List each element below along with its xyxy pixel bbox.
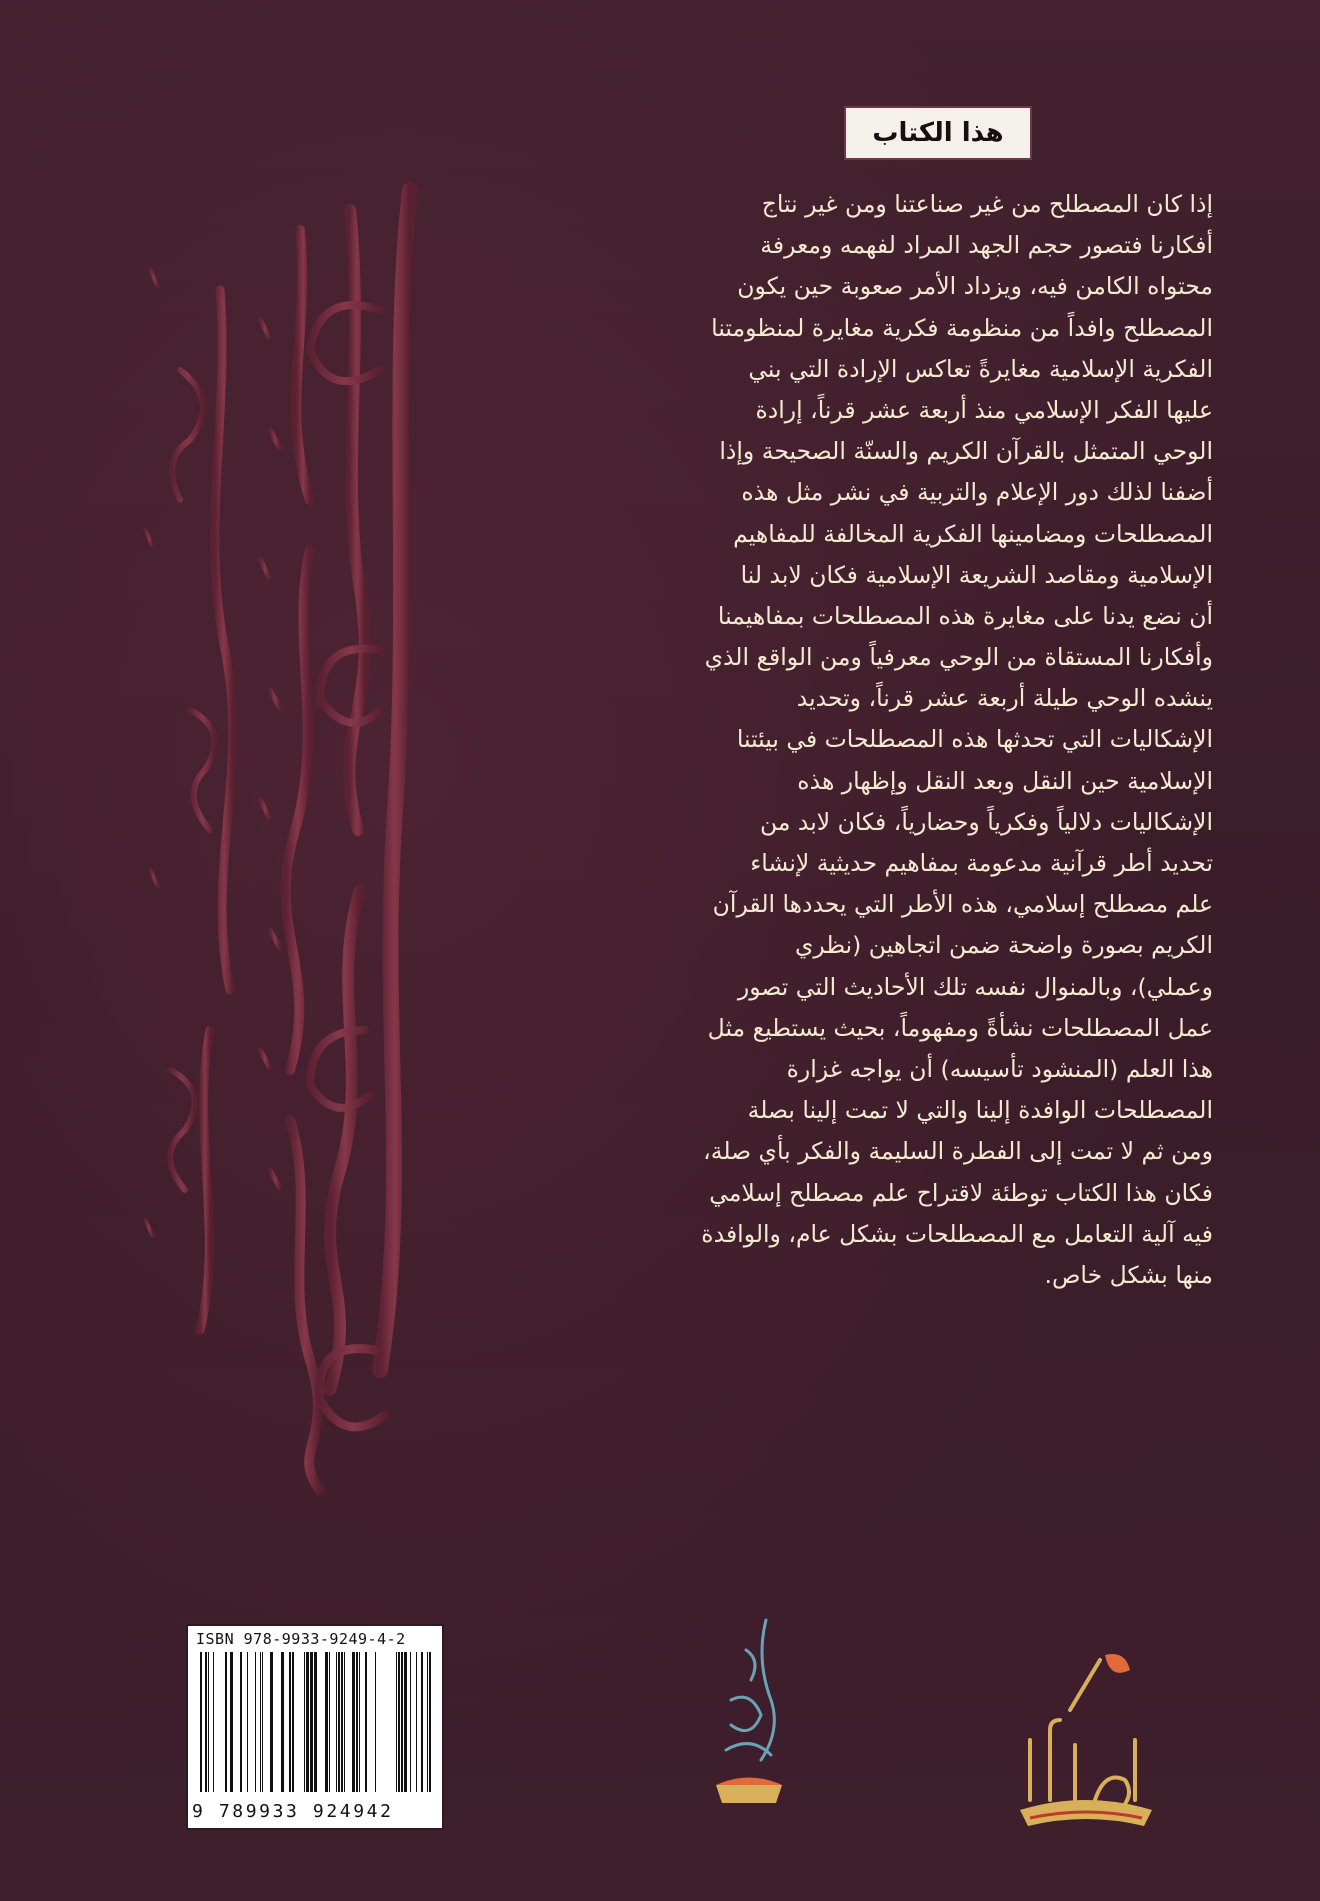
publisher-logo-left <box>706 1610 792 1820</box>
blurb-line: الإشكاليات دلالياً وفكرياً وحضارياً، فكان لابد من <box>759 807 1213 836</box>
blurb-line: ومن ثم لا تمت إلى الفطرة السليمة والفكر بأي صلة، <box>703 1137 1213 1166</box>
blurb-line: عليها الفكر الإسلامي منذ أربعة عشر قرناً، إرادة <box>755 395 1213 424</box>
blurb-line: أضفنا لذلك دور الإعلام والتربية في نشر مثل هذه <box>741 478 1213 507</box>
blurb-line: الكريم بصورة واضحة ضمن اتجاهين (نظري <box>794 931 1213 960</box>
blurb-line: الإسلامية ومقاصد الشريعة الإسلامية فكان لابد لنا <box>740 560 1213 589</box>
blurb-line: المصطلحات ومضامينها الفكرية المخالفة للمفاهيم <box>733 519 1213 548</box>
blurb-line: منها بشكل خاص. <box>1044 1260 1213 1289</box>
calligraphy-title-artwork <box>110 170 440 1500</box>
blurb-line: وعملي)، وبالمنوال نفسه تلك الأحاديث التي تصور <box>737 972 1213 1001</box>
blurb-line: الوحي المتمثل بالقرآن الكريم والسنّة الصحيحة وإذا <box>719 437 1213 466</box>
blurb-line: عمل المصطلحات نشأةً ومفهوماً، بحيث يستطيع مثل <box>707 1013 1213 1042</box>
blurb-line: الفكرية الإسلامية مغايرةً تعاكس الإرادة التي بني <box>748 354 1213 383</box>
blurb-line: المصطلح وافداً من منظومة فكرية مغايرة لمنظومتنا <box>711 313 1213 342</box>
section-heading: هذا الكتاب <box>844 106 1032 160</box>
barcode-bars <box>198 1652 432 1792</box>
blurb-line: هذا العلم (المنشود تأسيسه) أن يواجه غزارة <box>786 1054 1213 1083</box>
blurb-line: أفكارنا فتصور حجم الجهد المراد لفهمه ومعرفة <box>760 231 1213 260</box>
blurb-line: إذا كان المصطلح من غير صناعتنا ومن غير نتاج <box>761 190 1213 218</box>
blurb-line: الإشكاليات التي تحدثها هذه المصطلحات في بيئتنا <box>736 725 1213 754</box>
blurb-line: علم مصطلح إسلامي، هذه الأطر التي يحددها القرآن <box>712 890 1213 919</box>
blurb-line: فيه آلية التعامل مع المصطلحات بشكل عام، والوافدة <box>701 1219 1213 1248</box>
isbn-barcode <box>186 1624 444 1830</box>
blurb-line: فكان هذا الكتاب توطئة لاقتراح علم مصطلح إسلامي <box>709 1178 1213 1207</box>
blurb-line: المصطلحات الوافدة إلينا والتي لا تمت إلينا بصلة <box>747 1096 1213 1125</box>
blurb-line: ينشده الوحي طيلة أربعة عشر قرناً، وتحديد <box>796 684 1213 713</box>
barcode-number: 9 789933 924942 <box>192 1801 394 1822</box>
blurb-line: تحديد أطر قرآنية مدعومة بمفاهيم حديثية لإنشاء <box>750 849 1213 877</box>
blurb-line: وأفكارنا المستقاة من الوحي معرفياً ومن الواقع الذي <box>704 643 1213 672</box>
publisher-logo-right <box>1010 1640 1162 1840</box>
blurb-text <box>636 184 1213 1296</box>
blurb-line: أن نضع يدنا على مغايرة هذه المصطلحات بمفاهيمنا <box>717 601 1213 630</box>
isbn-label: ISBN 978-9933-9249-4-2 <box>196 1630 406 1648</box>
blurb-line: محتواه الكامن فيه، ويزداد الأمر صعوبة حين يكون <box>737 272 1213 301</box>
blurb-line: الإسلامية حين النقل وبعد النقل وإظهار هذه <box>797 766 1213 795</box>
